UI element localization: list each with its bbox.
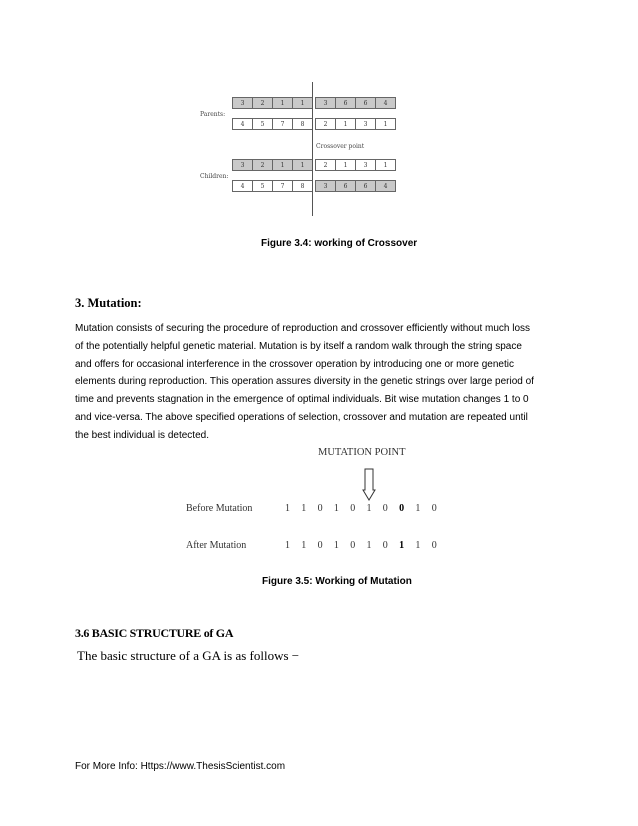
gene-cell: 3 xyxy=(315,97,336,109)
gene-cell: 4 xyxy=(232,180,253,192)
before-mutation-label: Before Mutation xyxy=(186,503,253,514)
gene-cell: 1 xyxy=(335,118,356,130)
before-mutation-bits: 1 1 0 1 0 1 0 0 1 0 xyxy=(285,503,442,514)
paragraph-line: time and prevents stagnation in the emergence of optimal individuals. Bit wise mutation changes 1 to 0 xyxy=(75,394,529,406)
after-mutation-label: After Mutation xyxy=(186,540,247,551)
figure-3-5-caption: Figure 3.5: Working of Mutation xyxy=(262,576,412,587)
parent-2-string xyxy=(232,118,395,130)
crossover-line xyxy=(312,82,313,216)
after-mutation-bits: 1 1 0 1 0 1 0 1 1 0 xyxy=(285,540,442,551)
gene-cell: 8 xyxy=(292,118,313,130)
gene-cell: 2 xyxy=(252,159,273,171)
gene-cell: 6 xyxy=(355,97,376,109)
child-1-string xyxy=(232,159,395,171)
paragraph-line: and vice-versa. The above specified operations of selection, crossover and mutation are repeated until xyxy=(75,411,528,423)
mutation-point-label: MUTATION POINT xyxy=(318,447,406,458)
children-label: Children: xyxy=(200,173,229,180)
gene-cell: 1 xyxy=(272,159,293,171)
paragraph-line: and offers for occasional interference in the crossover operation by introducing one or more genetic xyxy=(75,358,514,370)
gene-cell: 6 xyxy=(335,97,356,109)
after-mutated-bit: 1 xyxy=(399,540,409,551)
gene-cell: 4 xyxy=(232,118,253,130)
gene-cell: 8 xyxy=(292,180,313,192)
gene-cell: 1 xyxy=(375,118,396,130)
parent-1-string xyxy=(232,97,395,109)
gene-cell: 3 xyxy=(355,159,376,171)
before-mutated-bit: 0 xyxy=(399,503,409,514)
gene-cell: 7 xyxy=(272,118,293,130)
gene-cell: 3 xyxy=(232,159,253,171)
paragraph-line: Mutation consists of securing the procedure of reproduction and crossover efficiently without much loss xyxy=(75,323,531,334)
gene-cell: 5 xyxy=(252,180,273,192)
mutation-arrow-icon xyxy=(362,468,376,502)
paragraph-line: of the potentially helpful genetic material. Mutation is by itself a random walk through the string space xyxy=(75,340,522,352)
paragraph-line: elements during reproduction. This operation assures diversity in the genetic strings over large period of xyxy=(75,376,534,388)
gene-cell: 2 xyxy=(252,97,273,109)
footer-info: For More Info: Https://www.ThesisScientist.com xyxy=(75,761,286,772)
gene-cell: 2 xyxy=(315,159,336,171)
mutation-heading: 3. Mutation: xyxy=(75,296,142,310)
gene-cell: 6 xyxy=(335,180,356,192)
parents-label: Parents: xyxy=(200,111,226,118)
basic-structure-text: The basic structure of a GA is as follows − xyxy=(77,648,300,663)
crossover-figure xyxy=(196,80,396,216)
gene-cell: 3 xyxy=(315,180,336,192)
gene-cell: 3 xyxy=(232,97,253,109)
gene-cell: 1 xyxy=(375,159,396,171)
paragraph-line: the best individual is detected. xyxy=(75,429,209,441)
gene-cell: 4 xyxy=(375,180,396,192)
gene-cell: 6 xyxy=(355,180,376,192)
child-2-string xyxy=(232,180,395,192)
basic-structure-heading: 3.6 BASIC STRUCTURE of GA xyxy=(75,626,234,640)
gene-cell: 1 xyxy=(292,97,313,109)
gene-cell: 2 xyxy=(315,118,336,130)
gene-cell: 7 xyxy=(272,180,293,192)
crossover-point-label: Crossover point xyxy=(316,143,365,150)
gene-cell: 1 xyxy=(292,159,313,171)
gene-cell: 1 xyxy=(335,159,356,171)
gene-cell: 1 xyxy=(272,97,293,109)
mutation-paragraph xyxy=(75,320,565,445)
figure-3-4-caption: Figure 3.4: working of Crossover xyxy=(261,238,418,249)
gene-cell: 5 xyxy=(252,118,273,130)
gene-cell: 3 xyxy=(355,118,376,130)
gene-cell: 4 xyxy=(375,97,396,109)
